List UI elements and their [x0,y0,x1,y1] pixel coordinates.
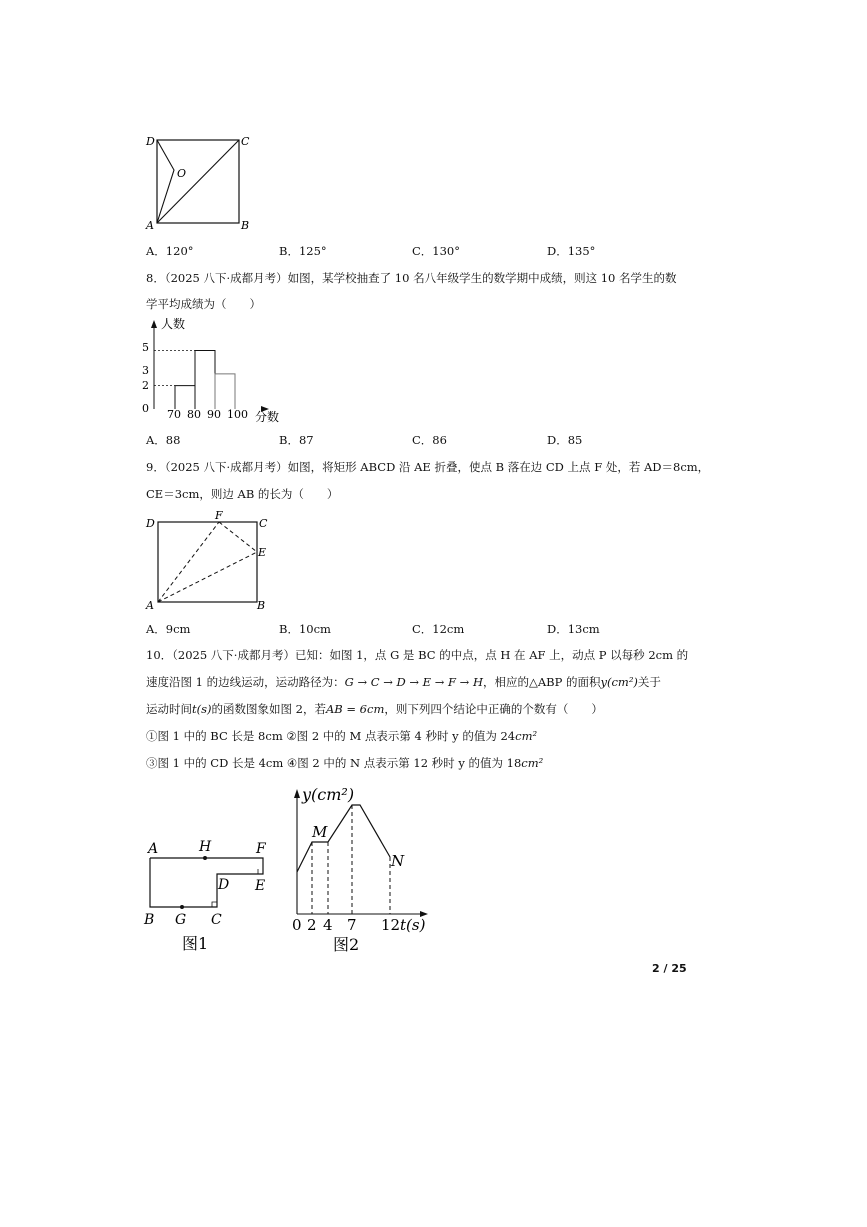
q9-option-a[interactable]: A．9cm [146,622,191,636]
q8-bar-70-80 [175,386,195,409]
q7-option-d[interactable]: D．135° [547,244,596,258]
q10-stem-line3 [146,702,603,716]
q10-area-variable: y(cm²) [600,675,638,689]
q9-label-d: D [146,517,155,530]
q10-stem-line3c: ，则下列四个结论中正确的个数有（ ） [384,702,603,716]
q10-statements-3-4 [146,756,543,770]
q10-stem-line3b: 的函数图象如图 2，若 [211,702,326,716]
fig2-xtick-12: 12 [381,916,401,934]
q8-ytick-2: 2 [142,379,149,392]
fig1-label-g: G [175,912,187,928]
q9-rectangle-figure [140,508,280,616]
q9-option-b[interactable]: B．10cm [279,622,331,636]
fig1-label-h: H [199,839,212,855]
q8-xtick-100: 100 [227,408,248,421]
q9-label-b: B [257,599,266,612]
q8-x-axis-label: 分数 [255,410,280,424]
q7-label-a: A [146,219,154,230]
q10-stmt2: ③图 1 中的 CD 长是 4cm ④图 2 中的 N 点表示第 12 秒时 y 的值为 18 [146,756,522,770]
page-number: 2 / 25 [652,962,687,975]
q9-option-c[interactable]: C．12cm [412,622,465,636]
q10-ab-equation: AB = 6cm [325,702,385,716]
q10-stem-line2c: 关于 [637,675,661,689]
q8-xtick-80: 80 [187,408,201,421]
q10-stem-line3a: 运动时间 [146,702,192,716]
fig1-label-e: E [255,878,266,894]
fig2-xtick-4: 4 [323,916,333,934]
fig2-xtick-2: 2 [307,916,317,934]
fig1-label-c: C [211,912,222,928]
q8-ytick-0: 0 [142,402,149,415]
q9-stem-line2: CE＝3cm，则边 AB 的长为（ ） [146,487,339,501]
q7-label-o: O [177,167,187,180]
q8-stem-line1: 8．（2025 八下·成都月考）如图，某学校抽查了 10 名八年级学生的数学期中成绩，则这 10 名学生的数 [146,271,677,285]
q9-label-c: C [259,517,268,530]
fig1-label-f: F [256,841,266,857]
q8-ytick-3: 3 [142,364,149,377]
q9-label-e: E [258,546,267,559]
q8-stem-line2: 学平均成绩为（ ） [146,297,261,311]
q8-ytick-5: 5 [142,341,149,354]
q8-xtick-70: 70 [167,408,181,421]
q10-statements-1-2 [146,729,537,743]
fig1-label-b: B [144,912,155,928]
q8-histogram [135,314,295,426]
q10-figure2 [282,780,442,955]
q7-option-b[interactable]: B．125° [279,244,327,258]
q7-option-a[interactable]: A．120° [146,244,194,258]
fig1-label-a: A [148,841,159,857]
q10-motion-path: G → C → D → E → F → H [344,675,483,689]
q8-bar-80-90 [195,351,215,410]
q9-label-f: F [215,509,223,522]
q10-stmt1-unit: cm² [515,729,538,743]
q10-figure1 [138,834,278,954]
q10-time-variable: t(s) [192,702,212,716]
fig2-xtick-0: 0 [292,916,302,934]
q10-stem-line2a: 速度沿图 1 的边线运动，运动路径为： [146,675,345,689]
fig2-xtick-7: 7 [347,916,357,934]
q10-stem-line1: 10．（2025 八下·成都月考）已知：如图 1，点 G 是 BC 的中点，点 H 在 AF 上，动点 P 以每秒 2cm 的 [146,648,689,662]
q9-option-d[interactable]: D．13cm [547,622,600,636]
q10-stem-line2b: ，相应的△ABP 的面积 [482,675,601,689]
fig2-y-axis-label: y(cm²) [302,785,355,804]
q8-option-c[interactable]: C．86 [412,433,447,447]
q7-square-figure [140,130,260,230]
q8-option-a[interactable]: A．88 [146,433,181,447]
fig2-label-n: N [391,852,405,870]
q8-xtick-90: 90 [207,408,221,421]
fig2-caption: 图2 [333,935,360,954]
q9-stem-line1: 9．（2025 八下·成都月考）如图，将矩形 ABCD 沿 AE 折叠，使点 B 落在边 CD 上点 F 处，若 AD＝8cm， [146,460,710,474]
fig2-x-axis-label: t(s) [400,916,426,934]
q9-label-a: A [146,599,154,612]
fig1-caption: 图1 [182,934,209,953]
q10-stmt1: ①图 1 中的 BC 长是 8cm ②图 2 中的 M 点表示第 4 秒时 y 的值为 24 [146,729,516,743]
q8-option-d[interactable]: D．85 [547,433,583,447]
q8-y-axis-label: 人数 [161,317,186,331]
q7-label-d: D [146,135,155,148]
q8-bar-90-100 [215,374,235,409]
fig1-label-d: D [218,877,230,893]
q8-option-b[interactable]: B．87 [279,433,314,447]
q7-label-c: C [241,135,250,148]
q7-label-b: B [241,219,250,230]
fig2-label-m: M [312,823,328,841]
q10-stmt2-unit: cm² [521,756,544,770]
q7-option-c[interactable]: C．130° [412,244,460,258]
q10-stem-line2 [146,675,661,689]
